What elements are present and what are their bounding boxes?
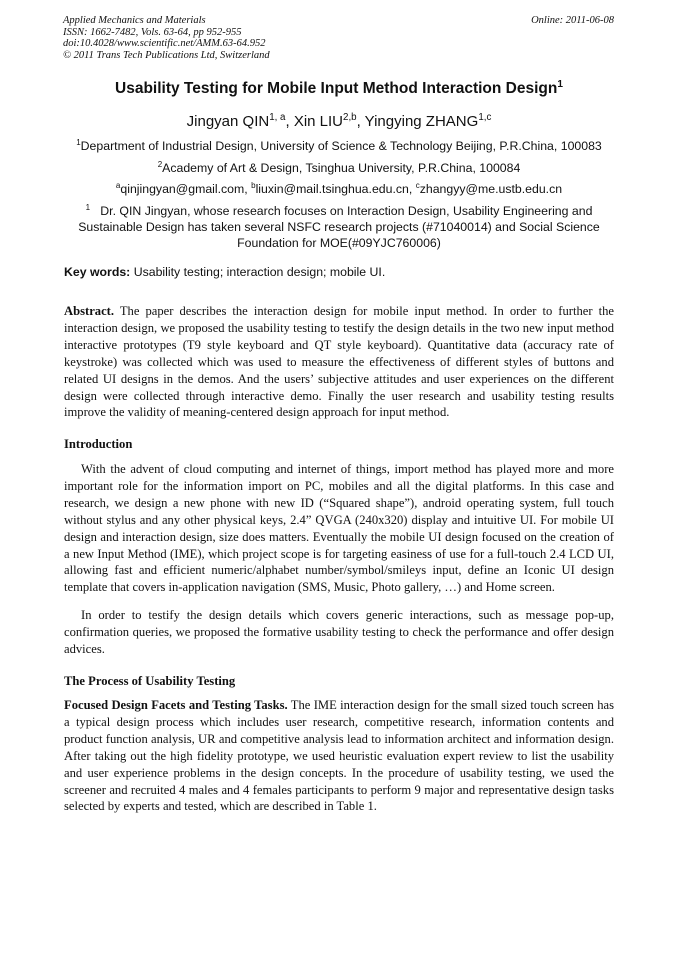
author-affiliation-mark: 1, a (269, 112, 286, 123)
author-name: Xin LIU (293, 113, 344, 130)
journal-name: Applied Mechanics and Materials (63, 15, 206, 26)
process-text: The IME interaction design for the small sized touch screen has a typical design process which includes user research, competitive research, information contents and product function analysis, UR and competitive analysis lead to information architect and information design. After taking out the high fidelity prototype, we used heuristic evaluation expert review to list the usability and user experience problems in the design concepts. In the procedure of usability testing, we used the screener and recruited 4 males and 4 females participants to perform 9 major and representative design tasks selected by experts and tested, which are described in Table 1. (64, 698, 614, 814)
process-paragraph (64, 697, 614, 815)
author-list: Jingyan QIN$^{1, a}$, Xin LIU$^{2,b}$, Yingying ZHANG$^{1,c}$ (186, 112, 492, 130)
paper-title (0, 80, 678, 98)
process-heading: The Process of Usability Testing (64, 674, 236, 688)
author-affiliation-mark: 2,b (343, 112, 357, 123)
process-subheading: Focused Design Facets and Testing Tasks. (64, 698, 288, 712)
affiliation-2: $^2$Academy of Art & Design, Tsinghua University, P.R.China, 100084 (157, 159, 521, 175)
introduction-heading: Introduction (64, 437, 133, 451)
abstract-paragraph (64, 303, 614, 421)
title-footnote-mark: 1 (557, 78, 563, 90)
copyright-line: © 2011 Trans Tech Publications Ltd, Switzerland (63, 49, 270, 61)
abstract-label: Abstract. (64, 304, 115, 318)
email-line: $^a$qinjingyan@gmail.com, $^b$liuxin@mail.tsinghua.edu.cn, $^c$zhangyy@me.ustb.edu.cn (115, 180, 563, 196)
author-footnote: $^1$ Dr. QIN Jingyan, whose research focuses on Interaction Design, Usability Engineering and Sustainable Design has taken several NSFC research projects (#71040014) and Social Science Foundation for MOE(#09YJC760006) (78, 202, 600, 250)
keywords-label: Key words: (64, 265, 131, 279)
author-affiliation-mark: 1,c (478, 112, 492, 123)
keywords (64, 265, 385, 279)
email-link[interactable]: liuxin@mail.tsinghua.edu.cn, (255, 182, 416, 196)
email-link[interactable]: zhangyy@me.ustb.edu.cn (419, 182, 563, 196)
abstract-text: The paper describes the interaction design for mobile input method. In order to further the interaction design, we proposed the usability testing to testify the design details in the two new input method interactive prototypes (T9 style keyboard and QT style keyboard). Quantitative data (accuracy rate of keystroke) was collected which was used to measure the effectiveness of different styles of buttons and related UI designs in the demos. And the users’ subjective attitudes and user experiences on the different design were collected through interactive demo. Finally the user research and usability testing results improve the validity of meaning-centered design approach for input method. (64, 304, 615, 420)
journal-header (63, 15, 270, 61)
issn-line: ISSN: 1662-7482, Vols. 63-64, pp 952-955 (63, 26, 242, 38)
online-date: Online: 2011-06-08 (531, 15, 614, 26)
author-name: Yingying ZHANG (364, 113, 479, 130)
introduction-paragraph-1: With the advent of cloud computing and internet of things, import method has played more and more important role for the information import on PC, mobiles and all the digital platforms. In this case and research, we design a new phone with new ID (“Squared shape”), android operating system, full touch without stylus and any other physical keys, 2.4” QVGA (240x320) display and intuitive UI. For mobile UI design and interaction design, size does matters. Eventually the mobile UI design focused on the creation of a new Input Method (IME), which project scope is for targeting easiness of use for a full-touch 2.4 LCD UI, allowing fast and efficient numeric/alphabet number/symbol/smileys input, define an Iconic UI design template that covers in-application navigation (SMS, Music, Photo gallery, …) and Home screen. (64, 462, 614, 595)
title-text: Usability Testing for Mobile Input Method Interaction Design (115, 80, 558, 97)
doi-line: doi:10.4028/www.scientific.net/AMM.63-64.952 (63, 38, 266, 50)
author-name: Jingyan QIN (186, 113, 270, 130)
introduction-paragraph-2: In order to testify the design details which covers generic interactions, such as message pop-up, confirmation queries, we proposed the formative usability testing to check the performance and offer design advices. (64, 608, 614, 656)
keywords-text: Usability testing; interaction design; mobile UI. (133, 265, 386, 279)
email-link[interactable]: qinjingyan@gmail.com, (120, 182, 252, 196)
affiliation-1: $^1$Department of Industrial Design, University of Science & Technology Beijing, P.R.China, 100083 (76, 137, 602, 153)
